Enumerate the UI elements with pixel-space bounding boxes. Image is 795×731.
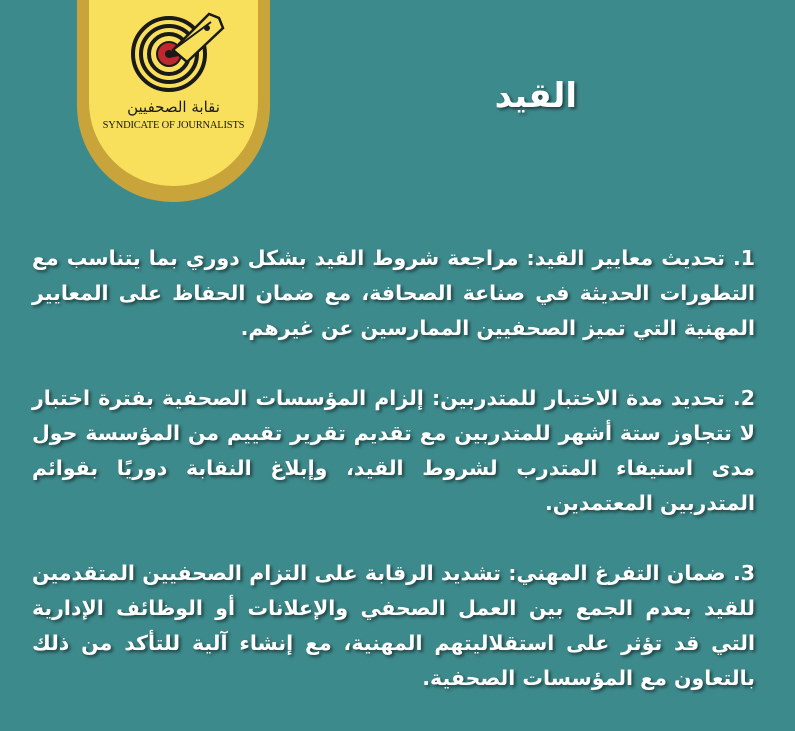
logo-english-text: SYNDICATE OF JOURNALISTS <box>102 120 245 131</box>
logo-inner <box>89 0 258 186</box>
content-body <box>32 241 755 731</box>
paragraph-3: 3. ضمان التفرغ المهني: تشديد الرقابة على التزام الصحفيين المتقدمين للقيد بعدم الجمع بين العمل الصحفي والإعلانات أو الوظائف الإدارية التي قد تؤثر على استقلاليتهم المهنية، مع إنشاء آلية للتأكد من ذلك بالتعاون مع المؤسسات الصحفية. <box>32 561 755 690</box>
target-icon <box>89 0 258 186</box>
syndicate-logo-badge <box>77 0 270 202</box>
pen-nib-icon <box>169 14 223 62</box>
paragraph-1: 1. تحديث معايير القيد: مراجعة شروط القيد بشكل دوري بما يتناسب مع التطورات الحديثة في صناعة الصحافة، مع ضمان الحفاظ على المعايير المهنية التي تميز الصحفيين الممارسين عن غيرهم. <box>32 246 755 340</box>
page-title: القيد <box>494 76 577 116</box>
paragraph-2: 2. تحديد مدة الاختبار للمتدربين: إلزام المؤسسات الصحفية بفترة اختبار لا تتجاوز ستة أشهر للمتدربين مع تقديم تقرير تقييم من المؤسسة حول مدى استيفاء المتدرب لشروط القيد، وإبلاغ النقابة دوريًا بقوائم المتدربين المعتمدين. <box>32 386 755 515</box>
logo-arabic-text: نقابة الصحفيين <box>127 98 220 116</box>
